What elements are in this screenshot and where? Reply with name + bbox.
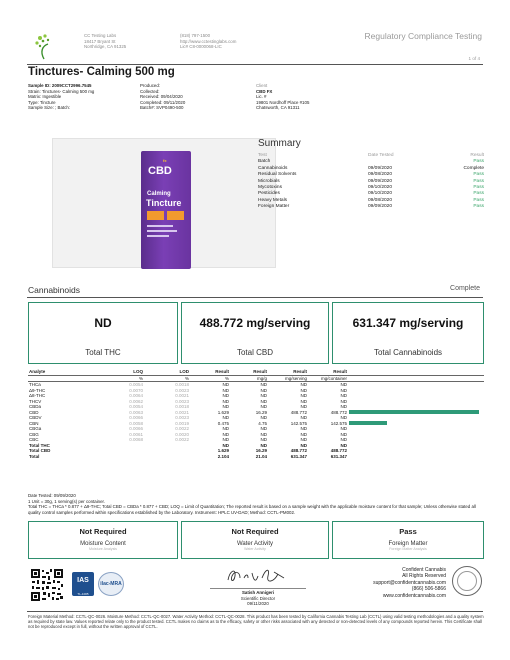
cell-result-mgs: ND — [300, 387, 307, 393]
summary-result: Pass — [473, 204, 484, 210]
sample-strain: Strain: Tinctures- Calming 500 mg — [28, 88, 95, 94]
cell-analyte: CBD — [29, 409, 39, 415]
cell-analyte: THCa — [29, 382, 41, 387]
cell-result-mgs: ND — [300, 431, 307, 437]
conf-rights: All Rights Reserved — [402, 573, 446, 580]
sample-type: Type: Tincture — [28, 99, 56, 105]
product-chip-left — [147, 211, 164, 220]
qr-code-icon[interactable] — [30, 568, 64, 602]
summary-test: Mycotoxins — [258, 185, 282, 191]
summary-test: Microbials — [258, 178, 280, 184]
cell-loq: 0.0064 — [129, 393, 143, 398]
conf-phone: (866) 506-5866 — [411, 586, 446, 593]
moisture-sub: Moisture Analysis — [89, 547, 117, 551]
ilac-mra-badge: ilac-MRA — [98, 572, 124, 596]
total-cell-a: Total CBD — [29, 448, 51, 453]
col-lod: LOD — [144, 369, 190, 375]
cell-result-mgc: ND — [340, 393, 347, 398]
cell-analyte: THCV — [29, 398, 42, 404]
notes — [28, 493, 484, 515]
cell-analyte: CBDa — [29, 404, 42, 409]
sample-completed: Completed: 09/11/2020 — [140, 99, 186, 105]
product-box — [141, 151, 191, 269]
moisture-value: Not Required — [79, 527, 127, 536]
total-cell-mgg: 21.04 — [255, 453, 267, 459]
cell-result-mgc: ND — [340, 398, 347, 404]
total-thc-label: Total THC — [85, 348, 121, 357]
cctl-logo — [32, 32, 78, 62]
product-title: Tinctures- Calming 500 mg — [28, 66, 175, 78]
product-text-line — [147, 235, 169, 237]
foreign-matter-box — [332, 521, 484, 559]
cell-loq: 0.0063 — [129, 409, 143, 415]
cell-result-mgg: ND — [260, 398, 267, 404]
summary-title: Summary — [258, 138, 301, 149]
cell-result-mgg: ND — [260, 426, 267, 431]
foreign-matter-value: Pass — [399, 527, 417, 536]
summary-result: Pass — [473, 178, 484, 184]
cell-analyte: CBDV — [29, 415, 42, 420]
summary-result: Pass — [473, 191, 484, 197]
client-label: Client — [256, 83, 268, 88]
total-cannabinoids-label: Total Cannabinoids — [373, 348, 443, 357]
unit: mg/g — [230, 375, 268, 382]
col-result-mgc: Result — [308, 369, 348, 375]
summary-test: Batch — [258, 159, 271, 165]
lab-info — [84, 33, 164, 50]
cell-analyte: CBN — [29, 420, 39, 426]
unit: mg/serving — [268, 375, 308, 382]
lab-address1: 18417 Bryant St — [84, 38, 116, 44]
moisture-box — [28, 521, 178, 559]
summary-date: 09/10/2020 — [368, 191, 393, 197]
cell-lod: 0.0022 — [175, 437, 189, 442]
signer-date: 09/11/2020 — [247, 601, 269, 607]
total-cannabinoids-box — [332, 302, 484, 364]
summary-header-result: Result — [470, 153, 484, 158]
cell-lod: 0.0023 — [175, 398, 189, 404]
cell-result-pct: ND — [222, 437, 229, 442]
cell-result-mgc: ND — [340, 431, 347, 437]
sample-dates — [140, 83, 240, 111]
client-lic: Lic. # — [256, 94, 267, 100]
cell-result-mgs: ND — [300, 437, 307, 442]
total-cell-empty — [144, 454, 190, 460]
lab-address2: Northridge, CA 91325 — [84, 44, 127, 50]
report-title: Regulatory Compliance Testing — [364, 31, 482, 41]
total-cell-mgs: 631.347 — [290, 453, 307, 459]
product-line2: Tincture — [146, 198, 182, 208]
summary-table — [258, 153, 484, 211]
client-address1: 19801 Nordhoff Place #105 — [256, 99, 310, 105]
cell-result-mgc: ND — [340, 426, 347, 431]
cell-lod: 0.0020 — [175, 431, 189, 437]
cell-result-pct: ND — [222, 426, 229, 431]
product-text-line — [147, 225, 173, 227]
cell-lod: 0.0023 — [175, 387, 189, 393]
lab-name: CC Testing Labs — [84, 33, 117, 38]
sample-info — [28, 83, 128, 111]
cell-analyte: CBG — [29, 431, 39, 437]
cell-result-mgc: 142.575 — [330, 420, 347, 426]
product-photo — [52, 138, 276, 268]
total-cbd-label: Total CBD — [236, 348, 273, 357]
cell-lod: 0.0022 — [175, 426, 189, 431]
cell-result-mgc: ND — [340, 437, 347, 442]
col-result-pct: Result — [190, 369, 230, 375]
cell-loq: 0.0062 — [129, 398, 143, 404]
sample-collected: Collected: — [140, 88, 160, 94]
cannabinoids-title: Cannabinoids — [28, 285, 80, 295]
col-analyte: Analyte — [28, 369, 98, 375]
cell-loq: 0.0061 — [129, 431, 143, 437]
summary-result: Complete — [463, 165, 484, 171]
lab-contact — [180, 33, 280, 50]
total-cell-empty — [98, 454, 144, 460]
total-cell-pct: 2.104 — [217, 453, 229, 459]
cell-result-mgg: ND — [260, 404, 267, 409]
cell-result-mgs: ND — [300, 398, 307, 404]
confident-cannabis-info — [360, 567, 446, 599]
sample-id: Sample ID: 2009CCT2996.7545 — [28, 83, 92, 88]
unit: mg/container — [308, 375, 348, 382]
cell-result-pct: ND — [222, 393, 229, 398]
cell-loq: 0.0066 — [129, 426, 143, 431]
sample-received: Received: 09/04/2020 — [140, 94, 183, 100]
summary-result: Pass — [473, 172, 484, 178]
total-thc-value: ND — [94, 316, 112, 330]
cell-lod: 0.0021 — [175, 409, 189, 415]
cell-result-mgc: ND — [340, 387, 347, 393]
water-activity-value: Not Required — [231, 527, 279, 536]
cell-result-mgs: ND — [300, 426, 307, 431]
sample-batch: Batch#: SVP0490-500 — [140, 105, 184, 111]
cell-loq: 0.0054 — [129, 382, 143, 387]
signature-icon — [222, 564, 292, 586]
total-cell-mgs: ND — [300, 442, 307, 448]
cell-result-mgc: ND — [340, 404, 347, 409]
cell-lod: 0.0018 — [175, 382, 189, 387]
summary-result: Pass — [473, 197, 484, 203]
notes-formula: Total THC = THCa * 0.877 + Δ9-THC; Total CBD = CBDa * 0.877 + CBD; LOQ = Limit of Quantitation; The reported result is based on a sample weight with the applicable moisture content for that sample; Unless otherwise stated all quality control samples performed within specifications established by the Laboratory. Instrument: HPLC UV-DAD; Method: CCTL-PM002. — [28, 504, 476, 515]
cell-result-pct: ND — [222, 382, 229, 387]
summary-date: 09/09/2020 — [368, 178, 393, 184]
summary-test: Pesticides — [258, 191, 280, 197]
result-bar — [349, 410, 479, 414]
seal-inner-ring — [457, 571, 477, 591]
cell-result-mgc: 488.772 — [330, 409, 347, 415]
client-name: CBD FX — [256, 88, 273, 94]
water-activity-label: Water Activity — [236, 541, 274, 547]
client-info — [256, 83, 376, 111]
ias-badge-sub: TL-1005 — [77, 592, 89, 596]
cell-lod: 0.0019 — [175, 420, 189, 426]
col-result-mgs: Result — [268, 369, 308, 375]
cell-result-mgg: ND — [260, 431, 267, 437]
water-activity-sub: Water Activity — [244, 547, 266, 551]
result-bar — [349, 421, 387, 425]
cell-result-mgs: ND — [300, 382, 307, 387]
summary-test: Foreign Matter — [258, 204, 290, 210]
cell-result-mgc: ND — [340, 415, 347, 420]
cell-result-pct: ND — [222, 415, 229, 420]
cell-result-pct: ND — [222, 387, 229, 393]
sample-produced: Produced: — [140, 83, 161, 88]
water-activity-box — [181, 521, 329, 559]
moisture-label: Moisture Content — [80, 541, 126, 547]
col-result-mgg: Result — [230, 369, 268, 375]
total-cell-a: Total — [29, 453, 40, 459]
signature-block — [210, 588, 306, 607]
cell-result-pct: ND — [222, 404, 229, 409]
lab-license: Lic# C8-0000068-LIC — [180, 44, 222, 50]
summary-header-date: Date Tested — [368, 153, 394, 158]
total-cbd-box — [181, 302, 329, 364]
cell-result-mgs: 488.772 — [290, 409, 307, 415]
summary-row — [258, 204, 484, 210]
cell-result-mgg: ND — [260, 415, 267, 420]
cell-result-mgg: 16.29 — [255, 409, 267, 415]
product-chip-right — [167, 211, 184, 220]
footer-divider — [27, 611, 483, 612]
cell-result-mgs: 142.575 — [290, 420, 307, 426]
cell-result-mgg: ND — [260, 387, 267, 393]
notes-date: Date Tested: 09/09/2020 — [28, 493, 76, 498]
cannabinoid-table — [28, 369, 484, 459]
client-address2: Chatsworth, CA 91311 — [256, 105, 300, 111]
conf-name: Confident Cannabis — [402, 567, 446, 573]
product-line1: Calming — [147, 191, 171, 197]
cell-analyte: CBGa — [29, 426, 42, 431]
signer-title: Scientific Director — [240, 595, 276, 601]
sample-matrix: Matrix: Ingestible — [28, 94, 62, 100]
summary-date: 09/10/2020 — [368, 185, 393, 191]
header-divider — [27, 64, 483, 65]
conf-website[interactable]: www.confidentcannabis.com — [382, 592, 446, 599]
cell-loq: 0.0054 — [129, 404, 143, 409]
cell-loq: 0.0068 — [129, 437, 143, 442]
ias-badge: IAS — [72, 572, 94, 596]
cell-result-pct: 1.629 — [217, 409, 229, 415]
cell-result-mgg: 4.75 — [258, 420, 267, 426]
unit: % — [190, 375, 230, 382]
cell-lod: 0.0023 — [175, 415, 189, 420]
summary-date: 09/08/2020 — [368, 172, 393, 178]
col-loq: LOQ — [98, 369, 144, 375]
unit: % — [98, 375, 144, 382]
total-cbd-value: 488.772 mg/serving — [199, 316, 311, 330]
cell-result-mgs: ND — [300, 415, 307, 420]
summary-test: Cannabinoids — [258, 165, 288, 171]
notes-unit: 1 Unit = 30g, 1 serving(s) per container. — [28, 498, 105, 504]
cannabinoids-status: Complete — [450, 285, 480, 292]
cell-result-mgg: ND — [260, 437, 267, 442]
total-cell-mgc: 631.347 — [330, 453, 347, 459]
conf-email[interactable]: support@confidentcannabis.com — [373, 579, 446, 586]
cell-lod: 0.0021 — [175, 393, 189, 398]
total-thc-box — [28, 302, 178, 364]
cell-loq: 0.0070 — [129, 387, 143, 393]
total-cell-mgg: ND — [260, 442, 267, 448]
foreign-matter-sub: Foreign Matter Analysis — [389, 547, 427, 551]
summary-result: Pass — [473, 159, 484, 165]
cannabinoids-divider — [27, 297, 483, 298]
cell-loq: 0.0066 — [129, 415, 143, 420]
total-cell-pct: ND — [222, 442, 229, 448]
total-cell-mgg: 16.29 — [255, 448, 267, 453]
disclaimer: Foreign Material Method: CCTL-QC-0026. Moisture Method: CCTL-QC-0027. Water Activity Method: CCTL-QC-0028. This product has been tested by California Cannabis Testing Lab (CCTL) using valid testing methodologies and a quality system as required by state law. Values reported relate only to the product tested. CCTL makes no claims as to the efficacy, safety or other risks associated with any detected or non-detected levels of any compounds reported herein. This Certificate shall not be reproduced except in full, without the written approval of CCTL. — [28, 614, 484, 629]
sample-size: Sample Size: ; Batch: — [28, 105, 70, 111]
summary-date: 09/09/2020 — [368, 204, 393, 210]
summary-test: Residual Solvents — [258, 172, 297, 178]
cell-analyte: CBC — [29, 437, 39, 442]
total-cell-mgs: 488.772 — [290, 448, 307, 453]
total-cannabinoids-value: 631.347 mg/serving — [352, 316, 464, 330]
cell-analyte: Δ8-THC — [29, 393, 46, 398]
page-number: 1 of 4 — [468, 56, 480, 61]
total-cell-mgc: ND — [340, 442, 347, 448]
total-cell-empty — [348, 454, 484, 460]
summary-date: 09/08/2020 — [368, 197, 393, 203]
total-cell-a: Total THC — [29, 442, 50, 448]
summary-test: Heavy Metals — [258, 197, 288, 203]
lab-website[interactable]: http://www.cctestinglabs.com — [180, 38, 237, 44]
foreign-matter-label: Foreign Matter — [388, 541, 428, 547]
table-body — [28, 382, 484, 460]
cell-result-pct: 0.475 — [217, 420, 229, 426]
total-row — [28, 454, 484, 460]
product-text-line — [147, 230, 177, 232]
cell-analyte: Δ9-THC — [29, 387, 46, 393]
cell-lod: 0.0018 — [175, 404, 189, 409]
cell-result-mgg: ND — [260, 393, 267, 398]
cell-result-pct: ND — [222, 398, 229, 404]
cell-result-mgc: ND — [340, 382, 347, 387]
cell-loq: 0.0058 — [129, 420, 143, 426]
cell-result-mgs: ND — [300, 404, 307, 409]
product-brand-mark: fx — [163, 158, 167, 163]
cell-result-pct: ND — [222, 431, 229, 437]
cell-result-mgg: ND — [260, 382, 267, 387]
total-cell-pct: 1.629 — [217, 448, 229, 453]
total-cell-mgc: 488.772 — [330, 448, 347, 453]
summary-result: Pass — [473, 185, 484, 191]
signer-name: Satish Annigeri — [241, 590, 275, 595]
unit: % — [144, 375, 190, 382]
summary-header-test: Test — [258, 153, 267, 158]
lab-phone: (818) 797-1500 — [180, 33, 211, 38]
product-brand: CBD — [148, 165, 172, 177]
summary-date: 09/09/2020 — [368, 165, 393, 171]
cell-result-mgs: ND — [300, 393, 307, 398]
